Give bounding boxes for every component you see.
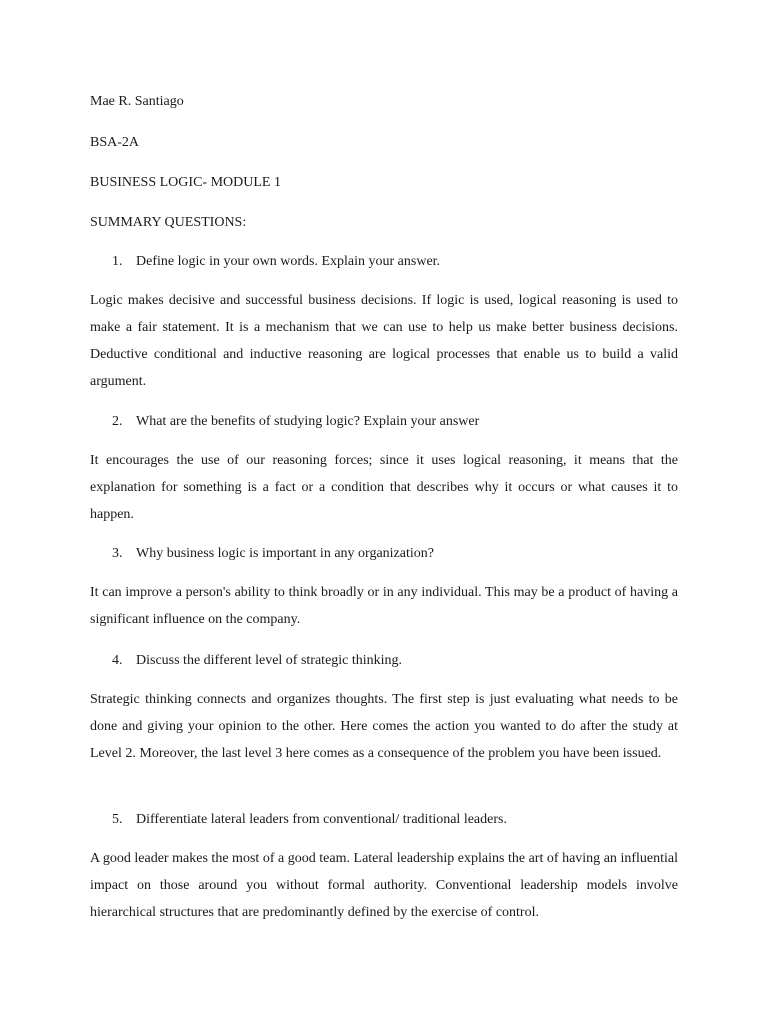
- question-number: 1.: [112, 254, 123, 269]
- question-3: [112, 545, 434, 563]
- question-2: [112, 413, 479, 431]
- question-text: Define logic in your own words. Explain your answer.: [136, 254, 441, 269]
- question-text: Discuss the different level of strategic thinking.: [136, 653, 403, 668]
- answer-5: A good leader makes the most of a good team. Lateral leadership explains the art of having an influential impact on those around you without formal authority. Conventional leadership models involve hierarchical structures that are predominantly defined by the exercise of control.: [90, 851, 678, 920]
- section-code: BSA-2A: [90, 135, 140, 150]
- question-number: 5.: [112, 812, 123, 827]
- author-name: Mae R. Santiago: [90, 94, 184, 109]
- answer-1: Logic makes decisive and successful business decisions. If logic is used, logical reasoning is used to make a fair statement. It is a mechanism that we can use to help us make better business decisions. Deductive conditional and inductive reasoning are logical processes that enable us to build a valid argument.: [90, 293, 678, 389]
- question-number: 3.: [112, 546, 123, 561]
- question-text: What are the benefits of studying logic? Explain your answer: [136, 414, 480, 429]
- summary-heading: SUMMARY QUESTIONS:: [90, 215, 247, 230]
- question-5: [112, 811, 507, 829]
- question-text: Differentiate lateral leaders from conventional/ traditional leaders.: [136, 812, 507, 827]
- answer-3: It can improve a person's ability to think broadly or in any individual. This may be a product of having a significant influence on the company.: [90, 585, 678, 627]
- course-title: BUSINESS LOGIC- MODULE 1: [90, 175, 281, 190]
- question-1: [112, 253, 440, 271]
- question-4: [112, 652, 402, 670]
- answer-2: It encourages the use of our reasoning forces; since it uses logical reasoning, it means that the explanation for something is a fact or a condition that describes why it occurs or what causes it to happen.: [90, 453, 678, 522]
- question-text: Why business logic is important in any organization?: [136, 546, 434, 561]
- question-number: 2.: [112, 414, 123, 429]
- answer-4: Strategic thinking connects and organizes thoughts. The first step is just evaluating what needs to be done and giving your opinion to the other. Here comes the action you wanted to do after the study at Level 2. Moreover, the last level 3 here comes as a consequence of the problem you have been issued.: [90, 692, 678, 761]
- question-number: 4.: [112, 653, 123, 668]
